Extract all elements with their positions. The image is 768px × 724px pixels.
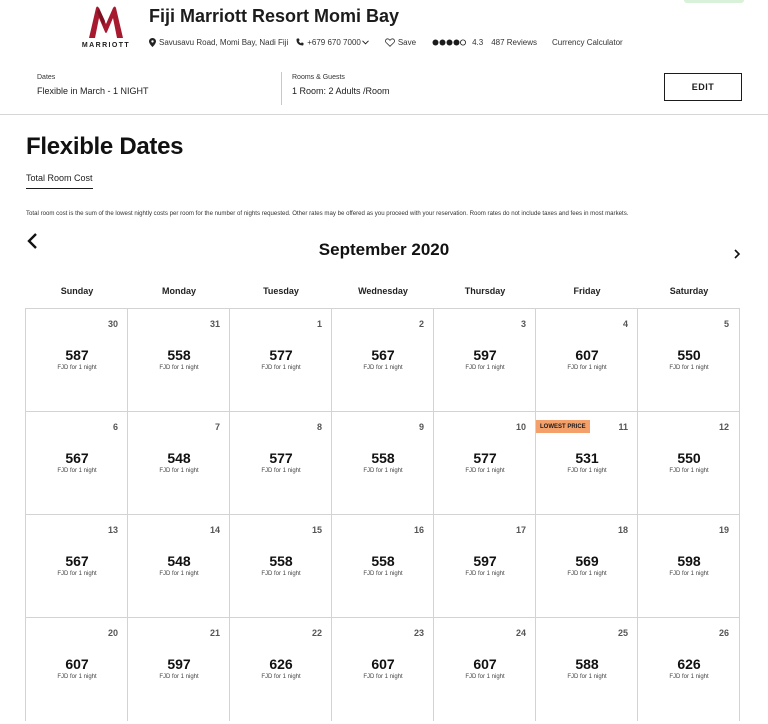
calendar-day-cell[interactable] <box>535 308 638 412</box>
day-price: 597 <box>473 347 497 363</box>
day-price: 567 <box>65 450 89 466</box>
calendar-day-cell[interactable] <box>25 411 128 515</box>
calendar-day-cell[interactable] <box>229 514 332 618</box>
day-price: 577 <box>269 450 293 466</box>
day-number: 6 <box>112 422 118 432</box>
rooms-guests-label: Rooms & Guests <box>292 74 345 81</box>
price-unit-label: FJD for 1 night <box>465 365 505 371</box>
day-price: 558 <box>269 553 293 569</box>
day-price: 567 <box>65 553 89 569</box>
day-price: 558 <box>371 553 395 569</box>
day-number: 18 <box>617 525 628 535</box>
price-unit-label: FJD for 1 night <box>159 571 199 577</box>
calendar-day-cell[interactable] <box>25 308 128 412</box>
divider <box>281 72 282 105</box>
price-unit-label: FJD for 1 night <box>669 674 709 680</box>
price-unit-label: FJD for 1 night <box>669 365 709 371</box>
day-number: 14 <box>209 525 220 535</box>
calendar-day-cell[interactable] <box>25 514 128 618</box>
hotel-name: Fiji Marriott Resort Momi Bay <box>149 6 400 26</box>
calendar-day-cell[interactable] <box>535 514 638 618</box>
price-unit-label: FJD for 1 night <box>363 674 403 680</box>
day-number: 20 <box>107 628 118 638</box>
calendar-day-cell[interactable] <box>127 411 230 515</box>
calendar-day-cell[interactable] <box>637 617 740 721</box>
price-unit-label: FJD for 1 night <box>261 365 301 371</box>
day-price: 577 <box>269 347 293 363</box>
weekday-header: Saturday <box>669 286 709 296</box>
weekday-header: Monday <box>161 286 196 296</box>
day-price: 626 <box>677 656 701 672</box>
price-unit-label: FJD for 1 night <box>465 468 505 474</box>
reviews-link[interactable]: 487 Reviews <box>491 37 538 47</box>
day-number: 15 <box>311 525 322 535</box>
day-number: 11 <box>618 422 628 432</box>
price-unit-label: FJD for 1 night <box>669 571 709 577</box>
day-number: 22 <box>311 628 322 638</box>
weekday-header: Wednesday <box>358 286 408 296</box>
day-price: 607 <box>371 656 395 672</box>
price-unit-label: FJD for 1 night <box>567 365 607 371</box>
weekday-header: Tuesday <box>263 286 299 296</box>
day-number: 9 <box>418 422 424 432</box>
calendar-day-cell[interactable] <box>331 411 434 515</box>
location-pin-icon <box>149 38 156 47</box>
weekday-header: Friday <box>573 286 601 296</box>
search-summary-bar <box>0 62 768 115</box>
day-price: 569 <box>575 553 599 569</box>
day-number: 10 <box>515 422 526 432</box>
day-number: 4 <box>622 319 628 329</box>
day-number: 31 <box>209 319 220 329</box>
day-price: 548 <box>167 450 191 466</box>
currency-calculator-link[interactable]: Currency Calculator <box>552 37 623 47</box>
price-unit-label: FJD for 1 night <box>159 468 199 474</box>
day-number: 12 <box>718 422 729 432</box>
price-unit-label: FJD for 1 night <box>261 468 301 474</box>
calendar-day-cell[interactable] <box>229 308 332 412</box>
dates-value[interactable]: Flexible in March - 1 NIGHT <box>37 86 149 96</box>
calendar-month-title: September 2020 <box>318 240 450 259</box>
day-price: 550 <box>677 450 701 466</box>
logo-wordmark: MARRIOTT <box>81 42 131 49</box>
calendar-day-cell[interactable] <box>637 514 740 618</box>
day-price: 588 <box>575 656 599 672</box>
calendar-day-cell[interactable] <box>127 514 230 618</box>
calendar-day-cell[interactable] <box>229 411 332 515</box>
calendar-day-cell[interactable] <box>433 514 536 618</box>
day-number: 2 <box>418 319 424 329</box>
calendar-day-cell[interactable] <box>331 617 434 721</box>
day-price: 550 <box>677 347 701 363</box>
calendar-day-cell[interactable] <box>229 617 332 721</box>
day-number: 8 <box>316 422 322 432</box>
rating-dots-icon <box>432 39 466 46</box>
price-unit-label: FJD for 1 night <box>669 468 709 474</box>
tab-total-room-cost[interactable]: Total Room Cost <box>26 173 93 189</box>
day-number: 30 <box>107 319 118 329</box>
day-price: 597 <box>473 553 497 569</box>
day-number: 25 <box>617 628 628 638</box>
price-unit-label: FJD for 1 night <box>363 365 403 371</box>
day-price: 558 <box>167 347 191 363</box>
price-unit-label: FJD for 1 night <box>567 468 607 474</box>
weekday-header: Sunday <box>60 286 94 296</box>
day-price: 597 <box>167 656 191 672</box>
day-price: 587 <box>65 347 89 363</box>
calendar-day-cell[interactable] <box>331 308 434 412</box>
marriott-m-icon <box>86 4 126 40</box>
chevron-down-icon[interactable] <box>362 40 369 45</box>
marriott-logo[interactable] <box>76 4 136 50</box>
day-price: 607 <box>65 656 89 672</box>
day-number: 17 <box>515 525 526 535</box>
edit-button[interactable]: EDIT <box>664 73 742 101</box>
calendar-day-cell[interactable] <box>535 617 638 721</box>
day-price: 607 <box>473 656 497 672</box>
price-unit-label: FJD for 1 night <box>159 365 199 371</box>
price-unit-label: FJD for 1 night <box>57 365 97 371</box>
price-unit-label: FJD for 1 night <box>363 468 403 474</box>
price-unit-label: FJD for 1 night <box>57 674 97 680</box>
phone-icon <box>296 38 304 46</box>
day-number: 24 <box>515 628 526 638</box>
day-price: 558 <box>371 450 395 466</box>
page-title: Flexible Dates <box>26 133 184 160</box>
day-number: 26 <box>718 628 729 638</box>
day-price: 577 <box>473 450 497 466</box>
day-number: 19 <box>718 525 729 535</box>
day-number: 21 <box>209 628 220 638</box>
hotel-meta-row <box>149 36 623 48</box>
hotel-address-link[interactable]: Savusavu Road, Momi Bay, Nadi Fiji <box>159 37 289 47</box>
calendar-day-cell[interactable] <box>535 411 638 515</box>
day-number: 3 <box>520 319 526 329</box>
rooms-guests-value[interactable]: 1 Room: 2 Adults /Room <box>292 86 390 96</box>
price-unit-label: FJD for 1 night <box>57 468 97 474</box>
day-price: 626 <box>269 656 293 672</box>
calendar-day-cell[interactable] <box>637 308 740 412</box>
calendar-day-cell[interactable] <box>433 617 536 721</box>
price-unit-label: FJD for 1 night <box>465 571 505 577</box>
calendar-day-cell[interactable] <box>331 514 434 618</box>
lowest-price-badge: LOWEST PRICE <box>536 420 590 433</box>
top-right-tab-edge <box>684 0 744 3</box>
rating-value: 4.3 <box>472 37 484 47</box>
calendar-day-cell[interactable] <box>637 411 740 515</box>
price-unit-label: FJD for 1 night <box>159 674 199 680</box>
price-unit-label: FJD for 1 night <box>465 674 505 680</box>
calendar-day-cell[interactable] <box>433 411 536 515</box>
rate-disclaimer: Total room cost is the sum of the lowest nightly costs per room for the number of nights requested. Other rates may be offered as you proceed with your reservation. Room rates do not include taxes and fees in most markets. <box>26 210 629 217</box>
price-unit-label: FJD for 1 night <box>567 571 607 577</box>
dates-label: Dates <box>37 74 56 81</box>
price-unit-label: FJD for 1 night <box>567 674 607 680</box>
calendar-day-cell[interactable] <box>25 617 128 721</box>
calendar-day-cell[interactable] <box>433 308 536 412</box>
save-button[interactable]: Save <box>397 37 417 47</box>
calendar-day-cell[interactable] <box>127 617 230 721</box>
price-unit-label: FJD for 1 night <box>261 571 301 577</box>
day-price: 567 <box>371 347 395 363</box>
heart-icon[interactable] <box>385 38 395 47</box>
day-number: 7 <box>214 422 220 432</box>
price-unit-label: FJD for 1 night <box>261 674 301 680</box>
calendar-day-cell[interactable] <box>127 308 230 412</box>
chevron-right-icon[interactable] <box>733 249 745 263</box>
day-number: 1 <box>316 319 322 329</box>
hotel-phone[interactable]: +679 670 7000 <box>307 37 361 47</box>
day-number: 5 <box>723 319 729 329</box>
weekday-header: Thursday <box>464 286 506 296</box>
day-price: 607 <box>575 347 599 363</box>
price-unit-label: FJD for 1 night <box>57 571 97 577</box>
day-price: 598 <box>677 553 701 569</box>
price-unit-label: FJD for 1 night <box>363 571 403 577</box>
day-number: 23 <box>413 628 424 638</box>
day-price: 531 <box>575 450 599 466</box>
day-number: 16 <box>413 525 424 535</box>
day-number: 13 <box>107 525 118 535</box>
hotel-header <box>0 0 768 62</box>
day-price: 548 <box>167 553 191 569</box>
